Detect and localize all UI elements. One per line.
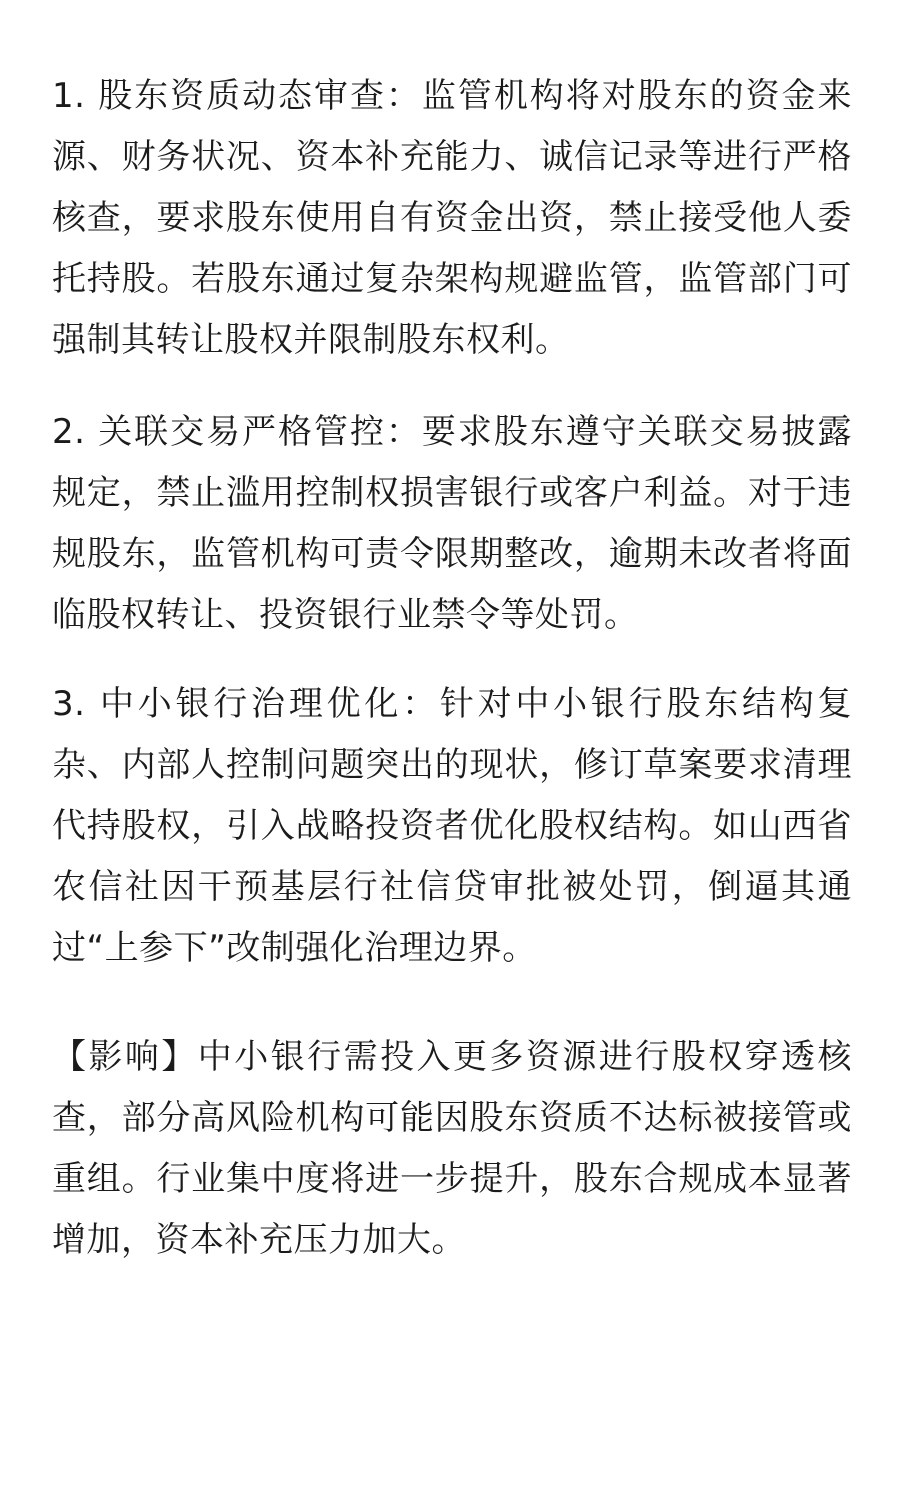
paragraph-impact: 【影响】中小银行需投入更多资源进行股权穿透核查，部分高风险机构可能因股东资质不达标被接管或重组。行业集中度将进一步提升，股东合规成本显著增加，资本补充压力加大。 — [52, 1037, 852, 1260]
paragraph-shareholder-qualification-review: 1. 股东资质动态审查：监管机构将对股东的资金来源、财务状况、资本补充能力、诚信记录等进行严格核查，要求股东使用自有资金出资，禁止接受他人委托持股。若股东通过复杂架构规避监管，监管部门可强制其转让股权并限制股东权利。 — [52, 76, 852, 360]
paragraph-small-bank-governance: 3. 中小银行治理优化：针对中小银行股东结构复杂、内部人控制问题突出的现状，修订草案要求清理代持股权，引入战略投资者优化股权结构。如山西省农信社因干预基层行社信贷审批被处罚，倒逼其通过“上参下”改制强化治理边界。 — [52, 684, 852, 968]
paragraph-related-transactions-control: 2. 关联交易严格管控：要求股东遵守关联交易披露规定，禁止滥用控制权损害银行或客户利益。对于违规股东，监管机构可责令限期整改，逾期未改者将面临股权转让、投资银行业禁令等处罚。 — [52, 412, 852, 635]
